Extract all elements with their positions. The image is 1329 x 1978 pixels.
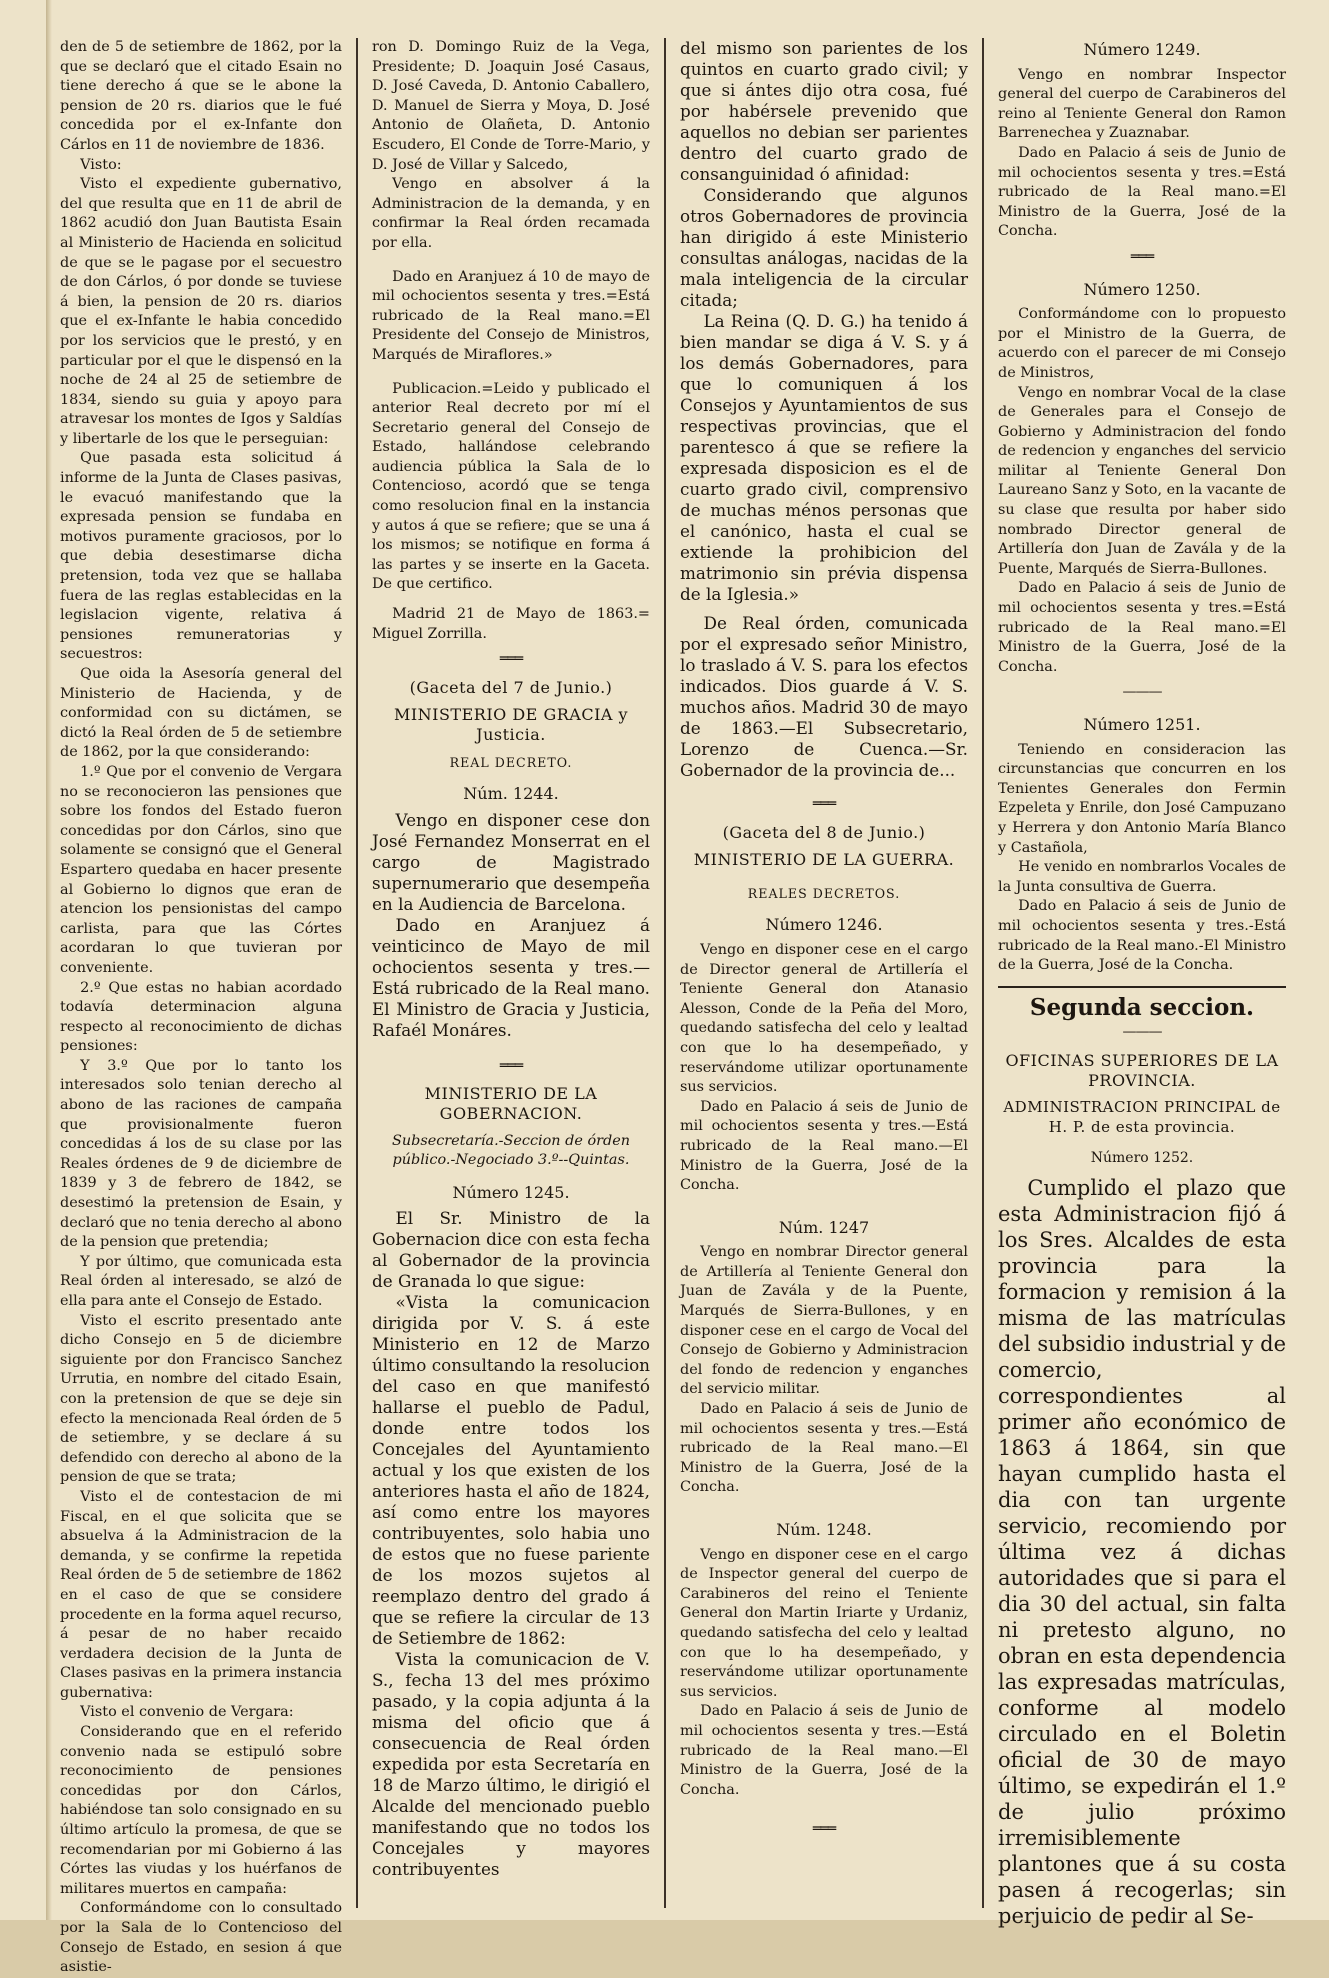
section-rule [998, 986, 1286, 988]
paragraph: Visto: [80, 156, 122, 173]
page-fold [46, 0, 52, 1920]
paragraph: Que oida la Asesoría general del Ministerio de Hacienda, y de conformidad con su dictámen, se dictó la Real órden de 5 de setiembre de 1862, por la que considerando: [60, 666, 342, 761]
paragraph: 1.º Que por el convenio de Vergara no se reconocieron las pensiones que sobre los fondos del Estado fueron concedidas por don Cárlos, sino que solamente se consignó que el General Espartero quedaba en hacer presente al Gobierno lo dignos que eran de atencion los pensionistas del campo carlista, para que las Córtes acordaran lo que tuvieran por conveniente. [60, 763, 342, 976]
divider: ═══ [499, 651, 523, 668]
administration-heading: ADMINISTRACION PRINCIPAL de H. P. de esta provincia. [1003, 1098, 1281, 1136]
paragraph: Visto el convenio de Vergara: [80, 1704, 294, 1721]
paragraph: Vista la comunicacion de V. S., fecha 13 del mes próximo pasado, y la copia adjunta á la misma del oficio que á consecuencia de Real órden expedida por esta Secretaría en 18 de Marzo último, le dirigió el Alcalde del mencionado pueblo manifestando que no todos los Concejales y mayores contribuyentes [372, 1649, 650, 1880]
column-4 [982, 38, 1286, 1928]
paragraph: Dado en Aranjuez á veinticinco de Mayo de mil ochocientos sesenta y tres.—Está rubricado de la Real mano. El Ministro de Gracia y Justicia, Rafaél Monáres. [372, 914, 650, 1040]
paragraph: Conformándome con lo propuesto por el Ministro de la Guerra, de acuerdo con el parecer de mi Consejo de Ministros, [998, 306, 1286, 381]
paragraph: Vengo en disponer cese don José Fernandez Monserrat en el cargo de Magistrado supernumerario que desempeña en la Audiencia de Barcelona. [372, 809, 650, 914]
gazette-date: (Gaceta del 8 de Junio.) [722, 822, 926, 842]
paragraph: Dado en Palacio á seis de Junio de mil ochocientos sesenta y tres.—Está rubricado de la Real mano.—El Ministro de la Guerra, José de la Concha. [680, 1098, 968, 1194]
office-heading: OFICINAS SUPERIORES DE LA PROVINCIA. [1005, 1050, 1279, 1090]
paragraph: Considerando que algunos otros Gobernadores de provincia han dirigido á este Ministerio consultas análogas, nacidas de la mala inteligencia de la circular citada; [680, 185, 968, 310]
decree-number: Número 1252. [1090, 1150, 1194, 1167]
decree-heading: REAL DECRETO. [449, 754, 573, 770]
divider: ═══ [812, 1821, 836, 1838]
ministry-heading: MINISTERIO DE LA GOBERNACION. [424, 1084, 598, 1123]
paragraph: del mismo son parientes de los quintos en cuarto grado civil; y que si ántes dijo otra cosa, fué por habérsele prevenido que aquellos no debian ser parientes dentro del cuarto grado de consanguinidad ó afinidad: [680, 38, 968, 184]
divider: ═══ [812, 796, 836, 812]
paragraph: Vengo en absolver á la Administracion de la demanda, y en confirmar la Real órden recamada por ella. [372, 176, 650, 251]
ministry-heading: MINISTERIO DE LA GUERRA. [693, 850, 955, 870]
decree-number: Número 1250. [1083, 279, 1201, 299]
decree-number: Número 1249. [1083, 40, 1201, 59]
paragraph: El Sr. Ministro de la Gobernacion dice con esta fecha al Gobernador de la provincia de Granada lo que sigue: [372, 1208, 650, 1292]
paragraph: Vengo en disponer cese en el cargo de Director general de Artillería el Teniente General don Atanasio Alesson, Conde de la Peña del Moro, quedando satisfecha del celo y lealtad con que lo ha desempeñado, y reservándome utilizar oportunamente sus servicios. [680, 941, 968, 1096]
paragraph: Dado en Aranjuez á 10 de mayo de mil ochocientos sesenta y tres.=Está rubricado de la Real mano.=El Presidente del Consejo de Ministros, Marqués de Miraflores.» [372, 268, 650, 363]
paragraph: Cumplido el plazo que esta Administracion fijó á los Sres. Alcaldes de esta provincia para la formacion y remision á la misma de las matrículas del subsidio industrial y de comercio, correspondientes al primer año económico de 1863 á 1864, sin que hayan cumplido hasta el dia con tan urgente servicio, recomiendo por última vez á dichas autoridades que si para el dia 30 del actual, sin falta ni pretesto alguno, no obran en esta dependencia las expresadas matrículas, conforme al modelo circulado en el Boletin oficial de 30 de mayo último, se expedirán el 1.º de julio próximo irremisiblemente plantones que á su costa pasen á recogerlas; sin perjuicio de pedir al Se- [998, 1175, 1286, 1928]
section-title: Segunda seccion. [1029, 993, 1255, 1021]
divider: ═══ [1130, 248, 1154, 265]
columns [60, 38, 1299, 1976]
gazette-date: (Gaceta del 7 de Junio.) [409, 677, 613, 697]
paragraph: Publicacion.=Leido y publicado el anterior Real decreto por mí el Secretario general del Consejo de Estado, hallándose celebrando audiencia pública la Sala de lo Contencioso, acordó que se tenga como resolucion final en la instancia y autos á que se refiere; que se una á los mismos; se notifique en forma á las partes y se inserte en la Gaceta. De que certifico. [372, 380, 650, 593]
paragraph: den de 5 de setiembre de 1862, por la que se declaró que el citado Esain no tiene derecho á que se le abone la pension de 20 rs. diarios que le fué concedida por el ex-Infante don Cárlos en 11 de noviembre de 1836. [60, 39, 342, 153]
paragraph: Vengo en nombrar Inspector general del cuerpo de Carabineros del reino al Teniente General don Ramon Barrenechea y Zuaznabar. [998, 66, 1286, 142]
decree-number: Número 1251. [1083, 715, 1201, 734]
decree-number: Número 1245. [452, 1182, 570, 1202]
paragraph: Considerando que en el referido convenio nada se estipuló sobre reconocimiento de pensiones concedidas por don Cárlos, habiéndose tan solo consignado en su último artículo la promesa, de que se recomendarian por mi Gobierno á las Córtes las viudas y los huérfanos de militares muertos en campaña: [60, 1724, 342, 1897]
paragraph: Vengo en nombrar Vocal de la clase de Generales para el Consejo de Gobierno y Administracion del fondo de redencion y enganches del servicio militar al Teniente General Don Laureano Sanz y Soto, en la vacante de su clase que resulta por haber sido nombrado Director general de Artillería don Juan de Zavála y de la Puente, Marqués de Sierra-Bullones. [998, 384, 1286, 577]
divider: ——— [1122, 684, 1162, 701]
paragraph: Teniendo en consideracion las circunstancias que concurren en los Tenientes Generales don Fermin Ezpeleta y Enrile, don José Campuzano y Herrera y don Antonio María Blanco y Castañola, [998, 741, 1286, 856]
paragraph: La Reina (Q. D. G.) ha tenido á bien mandar se diga á V. S. y á los demás Gobernadores, para que lo comuniquen á los Consejos y Ayuntamientos de sus respectivas provincias, que el parentesco á que se refiere la expresada disposicion es el de cuarto grado civil, comprensivo de muchas ménos personas que el canónico, hasta el cual se extiende la prohibicion del matrimonio sin prévia dispensa de la Iglesia.» [680, 311, 968, 604]
divider: ——— [1122, 1024, 1162, 1041]
paragraph: Visto el de contestacion de mi Fiscal, en el que solicita que se absuelva á la Administracion de la demanda, y se confirme la repetida Real órden de 5 de setiembre de 1862 en el caso de que se considere procedente en la forma aquel recurso, á pesar de no haber recaido verdadera decision de la Junta de Clases pasivas en la primera instancia gubernativa: [60, 1488, 342, 1701]
paragraph: Visto el expediente gubernativo, del que resulta que en 11 de abril de 1862 acudió don Juan Bautista Esain al Ministerio de Hacienda en solicitud de que se le pagase por el secuestro de don Cárlos, ó por donde se tuviese á bien, la pension de 20 rs. diarios que el ex-Infante le habia concedido por los servicios que le prestó, y en particular por el que le dispensó en la noche de 24 al 25 de setiembre de 1834, siendo su guia y apoyo para atravesar los montes de Igos y Saldías y libertarle de los que le perseguian: [60, 176, 342, 447]
decree-number: Núm. 1247 [778, 1217, 870, 1237]
decree-number: Núm. 1248. [776, 1520, 872, 1539]
paragraph: Dado en Palacio á seis de Junio de mil ochocientos sesenta y tres.—Está rubricado de la Real mano.—El Ministro de la Guerra, José de la Concha. [680, 1401, 968, 1496]
paragraph: 2.º Que estas no habian acordado todavía determinacion alguna respecto al reconocimiento de dichas pensiones: [60, 979, 342, 1055]
paragraph: Vengo en nombrar Director general de Artillería al Teniente General don Juan de Zavála y de la Puente, Marqués de Sierra-Bullones, y en disponer cese en el cargo de Vocal del Consejo de Gobierno y Administracion del fondo de redencion y enganches del servicio militar. [680, 1244, 968, 1398]
paragraph: Dado en Palacio á seis de Junio de mil ochocientos sesenta y tres.=Está rubricado de la Real mano.=El Ministro de la Guerra, José de la Concha. [998, 144, 1286, 240]
decree-heading: REALES DECRETOS. [747, 885, 901, 901]
decree-number: Número 1246. [765, 915, 883, 935]
paragraph: Conformándome con lo consultado por la Sala de lo Contencioso del Consejo de Estado, en sesion á que asistie- [60, 1900, 342, 1976]
paragraph: Visto el escrito presentado ante dicho Consejo en 5 de diciembre siguiente por don Francisco Sanchez Urrutia, en nombre del citado Esain, con la pretension de que se deje sin efecto la mencionada Real órden de 5 de setiembre, y se declare á su defendido con derecho al abono de la pension de que se trata; [60, 1312, 342, 1486]
paragraph: ron D. Domingo Ruiz de la Vega, Presidente; D. Joaquin José Casaus, D. José Caveda, D. Antonio Caballero, D. Manuel de Sierra y Moya, D. José Antonio de Olañeta, D. Antonio Escudero, El Conde de Torre-Mario, y D. José de Villar y Salcedo, [372, 39, 650, 173]
paragraph: Vengo en disponer cese en el cargo de Inspector general del cuerpo de Carabineros del reino el Teniente General don Martin Iriarte y Urdaniz, quedando satisfecha del celo y lealtad con que lo ha desempeñado, y reservándome utilizar oportunamente sus servicios. [680, 1546, 968, 1700]
paragraph: Dado en Palacio á seis de Junio de mil ochocientos sesenta y tres.—Está rubricado de la Real mano.—El Ministro de la Guerra, José de la Concha. [680, 1703, 968, 1798]
paragraph: De Real órden, comunicada por el expresado señor Ministro, lo traslado á V. S. para los efectos indicados. Dios guarde á V. S. muchos años. Madrid 30 de mayo de 1863.—El Subsecretario, Lorenzo de Cuenca.—Sr. Gobernador de la provincia de... [680, 613, 968, 780]
paragraph: Madrid 21 de Mayo de 1863.= Miguel Zorrilla. [372, 606, 650, 642]
divider: ═══ [499, 1057, 523, 1074]
paragraph: Y 3.º Que por lo tanto los interesados solo tenian derecho al abono de las raciones de campaña que provisionalmente fueron concedidas á los de su clase por las Reales órdenes de 9 de diciembre de 1839 y 3 de febrero de 1842, se desestimó la pretension de Esain, y declaró que no tenia derecho al abono de la pension que pretendia; [60, 1057, 342, 1251]
column-2 [356, 38, 664, 1908]
paragraph: Dado en Palacio á seis de Junio de mil ochocientos sesenta y tres.=Está rubricado de la Real mano.=El Ministro de la Guerra, José de la Concha. [998, 580, 1286, 675]
paragraph: He venido en nombrarlos Vocales de la Junta consultiva de Guerra. [998, 859, 1286, 895]
paragraph: Y por último, que comunicada esta Real órden al interesado, se alzó de ella para ante el Consejo de Estado. [60, 1253, 342, 1309]
column-1 [60, 38, 356, 1976]
paragraph: Que pasada esta solicitud á informe de la Junta de Clases pasivas, le evacuó manifestando que la expresada pension se fundaba en motivos puramente graciosos, por lo que debia desestimarse dicha pretension, toda vez que se hallaba fuera de las reglas establecidas en la legislacion vigente, relativa á pensiones remuneratorias y secuestros: [60, 450, 342, 663]
paragraph: «Vista la comunicacion dirigida por V. S. á este Ministerio en 12 de Marzo último consultando la resolucion del caso en que manifestó hallarse el pueblo de Padul, donde entre todos los Concejales del Ayuntamiento actual y los que existen de los anteriores hasta el año de 1824, así como entre los mayores contribuyentes, solo habia uno de estos que no fuese pariente de los mozos sujetos al reemplazo dentro del grado á que se refiere la circular de 13 de Setiembre de 1862: [372, 1292, 650, 1649]
ministry-heading: MINISTERIO DE GRACIA y Justicia. [393, 705, 629, 744]
decree-number: Núm. 1244. [463, 784, 559, 804]
subsection-heading: Subsecretaría.-Seccion de órden público.-Negociado 3.º--Quintas. [391, 1132, 630, 1169]
paragraph: Dado en Palacio á seis de Junio de mil ochocientos sesenta y tres.-Está rubricado de la Real mano.-El Ministro de la Guerra, José de la Concha. [998, 898, 1286, 974]
column-3 [664, 38, 982, 1908]
